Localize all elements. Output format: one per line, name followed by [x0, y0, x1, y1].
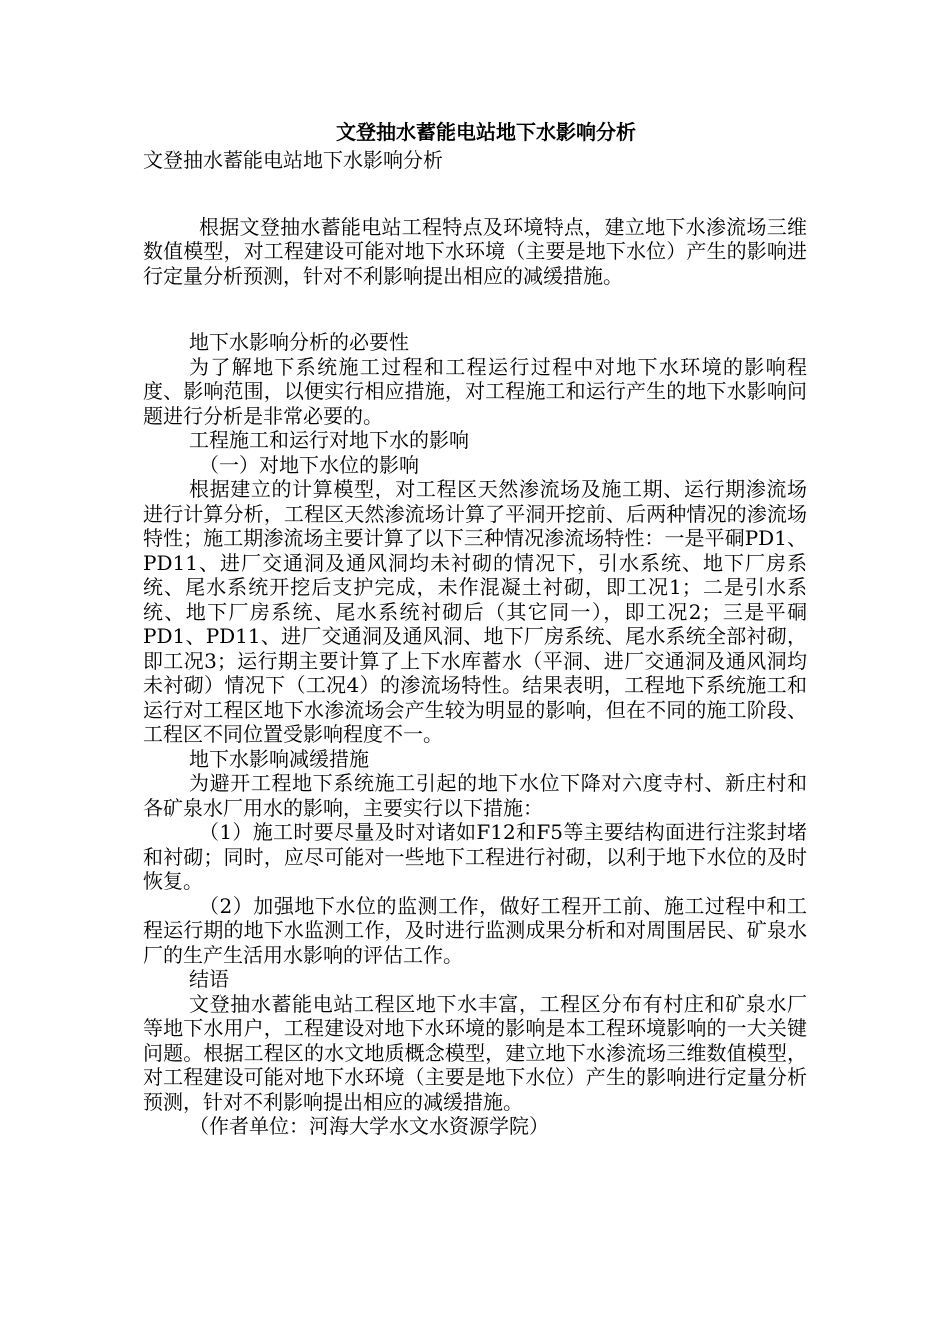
section-heading-impact: 工程施工和运行对地下水的影响 — [189, 428, 469, 452]
section-body-conclusion: 文登抽水蓄能电站工程区地下水丰富，工程区分布有村庄和矿泉水厂等地下水用户，工程建设对地下水环境的影响是本工程环境影响的一大关键问题。根据工程区的水文地质概念模型，建立地下水渗流场三维数值模型，对工程建设可能对地下水环境（主要是地下水位）产生的影响进行定量分析预测，针对不利影响提出相应的减缓措施。 — [143, 991, 807, 1114]
section-body-mitigation: 为避开工程地下系统施工引起的地下水位下降对六度寺村、新庄村和各矿泉水厂用水的影响，主要实行以下措施： — [143, 771, 807, 820]
mitigation-item-1: （1）施工时要尽量及时对诸如F12和F5等主要结构面进行注浆封堵和衬砌；同时，应尽可能对一些地下工程进行衬砌，以利于地下水位的及时恢复。 — [143, 820, 807, 893]
abstract-paragraph: 根据文登抽水蓄能电站工程特点及环境特点，建立地下水渗流场三维数值模型，对工程建设可能对地下水环境（主要是地下水位）产生的影响进行定量分析预测，针对不利影响提出相应的减缓措施。 — [143, 214, 807, 288]
document-subtitle: 文登抽水蓄能电站地下水影响分析 — [143, 148, 443, 172]
mitigation-item-2: （2）加强地下水位的监测工作，做好工程开工前、施工过程中和工程运行期的地下水监测工作，及时进行监测成果分析和对周围居民、矿泉水厂的生产生活用水影响的评估工作。 — [143, 893, 807, 967]
author-affiliation: （作者单位：河海大学水文水资源学院） — [189, 1114, 549, 1138]
document-body — [143, 120, 807, 1139]
document-title: 文登抽水蓄能电站地下水影响分析 — [336, 120, 636, 144]
subsection-heading-water-level: （一）对地下水位的影响 — [199, 452, 419, 477]
section-heading-conclusion: 结语 — [189, 967, 229, 991]
section-heading-mitigation: 地下水影响减缓措施 — [189, 746, 369, 771]
section-heading-necessity: 地下水影响分析的必要性 — [189, 330, 409, 354]
section-body-impact: 根据建立的计算模型，对工程区天然渗流场及施工期、运行期渗流场进行计算分析，工程区天然渗流场计算了平洞开挖前、后两种情况的渗流场特性；施工期渗流场主要计算了以下三种情况渗流场特性：一是平硐PD1、PD11、进厂交通洞及通风洞均未衬砌的情况下，引水系统、地下厂房系统、尾水系统开挖后支护完成，未作混凝土衬砌，即工况1；二是引水系统、地下厂房系统、尾水系统衬砌后（其它同一），即工况2；三是平硐PD1、PD11、进厂交通洞及通风洞、地下厂房系统、尾水系统全部衬砌，即工况3；运行期主要计算了上下水库蓄水（平洞、进厂交通洞及通风洞均未衬砌）情况下（工况4）的渗流场特性。结果表明，工程地下系统施工和运行对工程区地下水渗流场会产生较为明显的影响，但在不同的施工阶段、工程区不同位置受影响程度不一。 — [143, 477, 807, 746]
section-body-necessity: 为了解地下系统施工过程和工程运行过程中对地下水环境的影响程度、影响范围，以便实行相应措施，对工程施工和运行产生的地下水影响问题进行分析是非常必要的。 — [143, 354, 807, 428]
